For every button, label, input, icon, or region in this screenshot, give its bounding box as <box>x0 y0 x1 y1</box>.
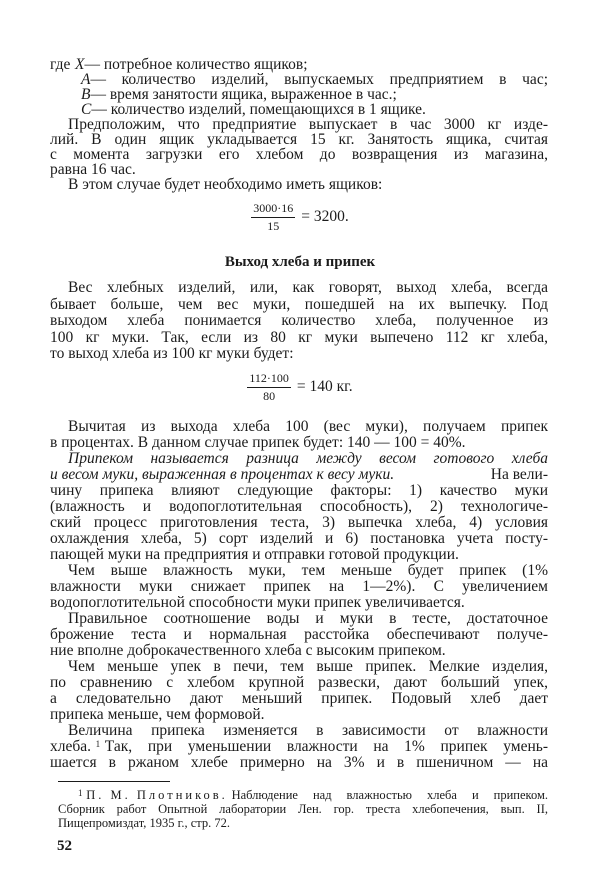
paragraph-pripek <box>50 419 548 771</box>
italic-definition: Припеком называется разница между весом готового хлеба <box>68 450 548 467</box>
footnote <box>58 788 548 830</box>
text-line: лий. В один ящик укладывается 15 кг. Занятость ящика, считая <box>50 131 548 148</box>
definitions-block <box>50 57 548 192</box>
section-heading: Выход хлеба и припек <box>224 254 376 270</box>
text-line: ние вполне доброкачественного хлеба с высоким припеком. <box>50 642 446 659</box>
text-line: а следовательно дают меньший припек. Подовый хлеб дает <box>50 690 548 707</box>
definition-text: — время занятости ящика, выраженное в час.; <box>90 86 397 103</box>
text-line <box>50 451 548 467</box>
text-line: брожение теста и нормальная расстойка обеспечивают получе- <box>50 626 548 643</box>
footnote-author: П. М. Плотников. <box>86 788 228 802</box>
text-line: Величина припека изменяется в зависимости от влажности <box>68 722 548 739</box>
text-line: охлаждения хлеба, 5) сорт изделий и 6) постановка учета посту- <box>50 530 548 547</box>
text-line: (влажность и водопоглотительная способность), 2) технологиче- <box>50 498 548 515</box>
text-line: шается в ржаном хлебе примерно на 3% и в пшеничном — на <box>50 754 548 771</box>
text-line: 100 кг муки. Так, если из 80 кг муки выпечено 112 кг хлеба, <box>50 328 548 346</box>
text-fragment: На вели- <box>490 466 548 483</box>
italic-definition: и весом муки, выраженная в процентах к весу муки. <box>50 466 395 483</box>
definition-line <box>50 102 548 117</box>
footnote-divider <box>58 781 170 782</box>
text-line: Чем выше влажность муки, тем меньше будет припек (1% <box>68 562 548 579</box>
variable: X <box>75 56 85 73</box>
definition-line <box>50 57 548 72</box>
fraction <box>247 371 291 404</box>
text-line: припека меньше, чем формовой. <box>50 706 265 723</box>
text-line: ский процесс приготовления теста, 3) выпечка хлеба, 4) условия <box>50 514 548 531</box>
definition-line <box>50 72 548 87</box>
variable: C <box>81 101 92 118</box>
fraction <box>251 201 295 234</box>
text-line: Предположим, что предприятие выпускает в час 3000 кг изде- <box>68 116 548 133</box>
formula-result: = 3200. <box>301 208 349 225</box>
footnote-marker: 1 <box>78 788 83 798</box>
footnote-line <box>58 788 548 802</box>
lead-word: где <box>50 56 71 73</box>
denominator: 15 <box>267 218 280 233</box>
definition-line <box>50 87 548 102</box>
text-line: влажности муки снижает припек на 1—2%). С увеличением <box>50 578 548 595</box>
numerator: 3000·16 <box>251 201 295 218</box>
definition-text: — количество изделий, помещающихся в 1 ящике. <box>91 101 426 118</box>
page-number: 52 <box>57 838 72 854</box>
variable: A <box>81 71 91 88</box>
text-fragment: Так, при уменьшении влажности на 1% припек умень- <box>104 738 548 755</box>
text-line: В этом случае будет необходимо иметь ящиков: <box>68 176 383 193</box>
formula-result: = 140 кг. <box>296 378 353 395</box>
variable: B <box>81 86 91 103</box>
text-line: водопоглотительной способности муки припек увеличивается. <box>50 594 465 611</box>
text-line: Вычитая из выхода хлеба 100 (вес муки), получаем припек <box>68 418 548 435</box>
formula-boxes <box>0 199 600 235</box>
text-line: Правильное соотношение воды и муки в тесте, достаточное <box>68 610 548 627</box>
formula-yield <box>0 369 600 405</box>
footnote-line: Сборник работ Опытной лаборатории Лен. гор. треста хлебопечения, вып. II, <box>58 802 548 816</box>
text-line <box>50 739 548 755</box>
text-line <box>50 467 548 483</box>
text-line: выходом хлеба понимается количество хлеба, полученное из <box>50 312 548 329</box>
text-line: по сравнению с хлебом крупной развески, дают больший упек, <box>50 674 548 691</box>
text-line: в процентах. В данном случае припек будет: 140 — 100 = 40%. <box>50 434 466 451</box>
definition-text: — количество изделий, выпускаемых предприятием в час; <box>90 71 548 88</box>
footnote-text: Наблюдение над влажностью хлеба и припеком. <box>231 788 548 802</box>
definition-text: — потребное количество ящиков; <box>84 56 308 73</box>
text-line: чину припека влияют следующие факторы: 1) качество муки <box>50 482 548 499</box>
text-line: Чем меньше упек в печи, тем выше припек. Мелкие изделия, <box>68 658 548 675</box>
numerator: 112·100 <box>247 371 291 388</box>
paragraph-yield <box>50 280 548 363</box>
text-line: то выход хлеба из 100 кг муки будет: <box>50 345 294 362</box>
text-line: с момента загрузки его хлебом до возвращения из магазина, <box>50 146 548 163</box>
footnote-ref[interactable]: 1 <box>95 739 101 749</box>
text-line: пающей муки на предприятия и отправки готовой продукции. <box>50 546 459 563</box>
text-fragment: хлеба. <box>50 738 92 755</box>
denominator: 80 <box>263 388 276 403</box>
text-line: Вес хлебных изделий, или, как говорят, выход хлеба, всегда <box>68 279 548 296</box>
text-line: равна 16 час. <box>50 161 136 178</box>
footnote-line: Пищепромиздат, 1935 г., стр. 72. <box>58 816 231 830</box>
text-line: бывает больше, чем вес муки, пошедшей на их выпечку. Под <box>50 295 548 313</box>
